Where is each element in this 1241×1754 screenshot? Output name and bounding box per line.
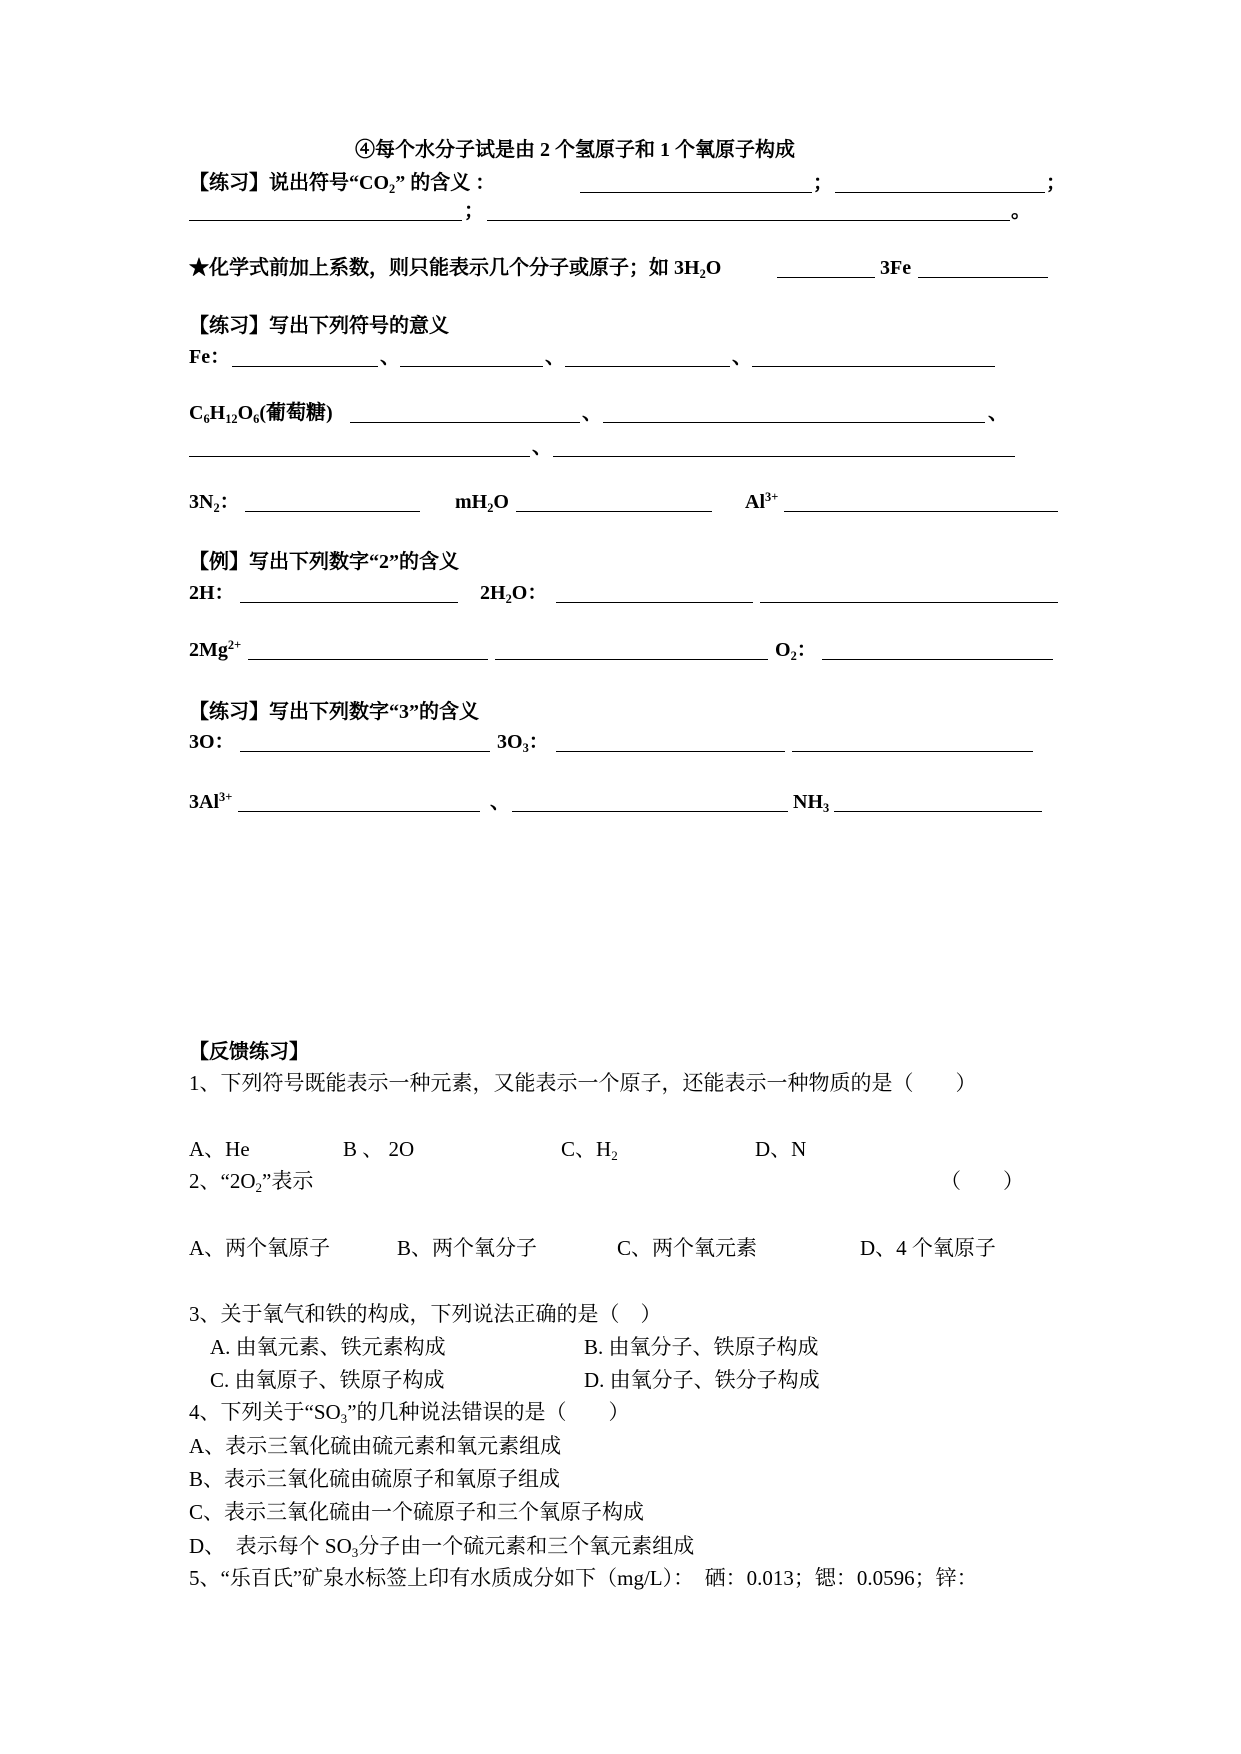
answer-blank (350, 422, 580, 423)
formula-label (189, 490, 240, 514)
separator: 、 (532, 436, 552, 458)
answer-blank (245, 511, 420, 512)
separator: 、 (380, 346, 400, 368)
question-3-option-b: B. 由氧分子、铁原子构成 (584, 1335, 819, 1359)
question-3-option-d: D. 由氧分子、铁分子构成 (584, 1368, 820, 1392)
superscript: 3+ (219, 790, 233, 805)
question-1-stem: 1、下列符号既能表示一种元素，又能表示一个原子，还能表示一种物质的是（ ） (189, 1071, 977, 1095)
separator: 、 (545, 346, 565, 368)
answer-blank (400, 366, 543, 367)
subscript: 6 (253, 411, 260, 426)
exercise-co2-label (189, 171, 495, 195)
answer-blank (752, 366, 995, 367)
formula-label: 3O： (189, 731, 235, 753)
stem-text: 4、下列关于“SO (189, 1400, 341, 1424)
answer-blank (918, 277, 1048, 278)
answer-blank (553, 456, 1015, 457)
answer-bracket: （ ） (940, 1169, 1024, 1193)
formula-text: 2H (480, 582, 506, 604)
answer-blank (784, 511, 1058, 512)
formula-label (189, 790, 232, 814)
formula-text: ： (528, 731, 549, 753)
answer-blank (232, 366, 378, 367)
superscript: 3+ (765, 490, 779, 505)
answer-blank (238, 811, 480, 812)
answer-blank (240, 602, 458, 603)
subscript: 2 (389, 181, 396, 196)
answer-blank (248, 659, 488, 660)
subscript: 2 (699, 266, 706, 281)
answer-blank (516, 511, 712, 512)
formula-text: H (209, 402, 226, 424)
subscript: 2 (213, 500, 220, 515)
answer-blank (822, 659, 1053, 660)
question-3-option-a: A. 由氧元素、铁元素构成 (210, 1335, 446, 1359)
subscript: 6 (203, 411, 210, 426)
formula-label (497, 730, 549, 754)
answer-blank (834, 811, 1042, 812)
section-header: ④每个水分子试是由 2 个氢原子和 1 个氧原子构成 (355, 139, 795, 161)
question-4-stem (189, 1400, 630, 1424)
formula-text: mH (455, 491, 488, 513)
exercise-title: 【例】写出下列数字“2”的含义 (189, 551, 459, 573)
answer-blank (835, 192, 1045, 193)
formula-label: 3Fe (880, 257, 912, 279)
formula-text: O (775, 639, 791, 661)
question-1-option-b: B 、 2O (343, 1137, 415, 1161)
question-1-option-d: D、N (755, 1137, 807, 1161)
question-2-option-a: A、两个氧原子 (189, 1236, 331, 1260)
subscript: 12 (225, 411, 238, 426)
question-1-option-a: A、He (189, 1137, 250, 1161)
separator: 、 (582, 402, 602, 424)
option-text: D、 表示每个 SO (189, 1534, 352, 1558)
answer-blank (240, 751, 490, 752)
subscript: 2 (487, 500, 494, 515)
formula-label: 2H： (189, 582, 235, 604)
formula-text: (葡萄糖) (259, 402, 333, 424)
answer-blank (565, 366, 730, 367)
separator: 、 (988, 402, 1008, 424)
separator: 。 (1011, 200, 1031, 222)
exercise-title: 【练习】写出下列数字“3”的含义 (189, 701, 479, 723)
question-1-option-c (561, 1137, 618, 1161)
question-4-option-d (189, 1534, 694, 1558)
formula-label (189, 401, 333, 425)
stem-text: ”的几种说法错误的是（ ） (347, 1400, 630, 1424)
formula-text: 3N (189, 491, 214, 513)
formula-text: O (493, 491, 509, 513)
answer-blank (495, 659, 768, 660)
subscript: 3 (340, 1410, 348, 1426)
separator: 、 (732, 346, 752, 368)
formula-label (480, 581, 547, 605)
question-4-option-c: C、表示三氧化硫由一个硫原子和三个氧原子构成 (189, 1500, 645, 1524)
note-text: ★化学式前加上系数，则只能表示几个分子或原子；如 3H (189, 257, 700, 279)
separator: ； (464, 200, 484, 222)
answer-blank (556, 751, 785, 752)
question-3-option-c: C. 由氧原子、铁原子构成 (210, 1368, 445, 1392)
subscript: 3 (823, 800, 830, 815)
formula-text: 3O (497, 731, 523, 753)
formula-label: Fe： (189, 346, 231, 368)
question-4-option-a: A、表示三氧化硫由硫元素和氧元素组成 (189, 1434, 562, 1458)
question-2-option-b: B、两个氧分子 (397, 1236, 538, 1260)
separator: ； (1046, 172, 1066, 194)
subscript: 3 (351, 1544, 359, 1560)
formula-label (793, 790, 829, 814)
formula-text: 3Al (189, 791, 219, 813)
subscript: 2 (611, 1147, 618, 1163)
answer-blank (487, 220, 1010, 221)
formula-text: ： (796, 639, 817, 661)
formula-text: C (189, 402, 204, 424)
option-text: C、H (561, 1137, 612, 1161)
note-text: O (705, 257, 722, 279)
formula-text: 2Mg (189, 639, 228, 661)
answer-blank (603, 422, 985, 423)
formula-text: ： (219, 491, 240, 513)
superscript: 2+ (227, 638, 242, 653)
label-text: 【练习】说出符号“CO (189, 172, 389, 194)
coefficient-note (189, 256, 721, 280)
question-2-stem (189, 1169, 313, 1193)
question-5-stem: 5、“乐百氏”矿泉水标签上印有水质成分如下（mg/L）： 硒：0.013；锶：0.0596；锌： (189, 1566, 978, 1590)
subscript: 2 (255, 1179, 263, 1195)
answer-blank (580, 192, 812, 193)
formula-text: O： (511, 582, 548, 604)
label-text: ” 的含义 ： (395, 172, 496, 194)
question-3-stem: 3、关于氧气和铁的构成，下列说法正确的是（ ） (189, 1302, 662, 1326)
answer-blank (189, 456, 530, 457)
answer-blank (777, 277, 875, 278)
subscript: 3 (522, 740, 529, 755)
separator: 、 (490, 791, 510, 813)
formula-label (455, 490, 509, 514)
answer-blank (760, 602, 1058, 603)
answer-blank (792, 751, 1033, 752)
formula-label (189, 638, 241, 662)
stem-text: 2、“2O (189, 1169, 256, 1193)
question-4-option-b: B、表示三氧化硫由硫原子和氧原子组成 (189, 1467, 561, 1491)
section-title: 【反馈练习】 (189, 1041, 309, 1063)
formula-text: NH (793, 791, 823, 813)
answer-blank (189, 220, 462, 221)
formula-label (745, 490, 778, 514)
subscript: 2 (790, 648, 797, 663)
question-2-option-d: D、4 个氧原子 (860, 1236, 996, 1260)
answer-blank (512, 811, 788, 812)
question-2-option-c: C、两个氧元素 (617, 1236, 758, 1260)
subscript: 2 (505, 591, 512, 606)
formula-label (775, 638, 817, 662)
stem-text: ”表示 (262, 1169, 314, 1193)
answer-blank (556, 602, 753, 603)
formula-text: Al (745, 491, 765, 513)
exercise-title: 【练习】写出下列符号的意义 (189, 315, 449, 337)
separator: ； (813, 172, 833, 194)
formula-text: O (237, 402, 254, 424)
option-text: 分子由一个硫元素和三个氧元素组成 (358, 1534, 695, 1558)
